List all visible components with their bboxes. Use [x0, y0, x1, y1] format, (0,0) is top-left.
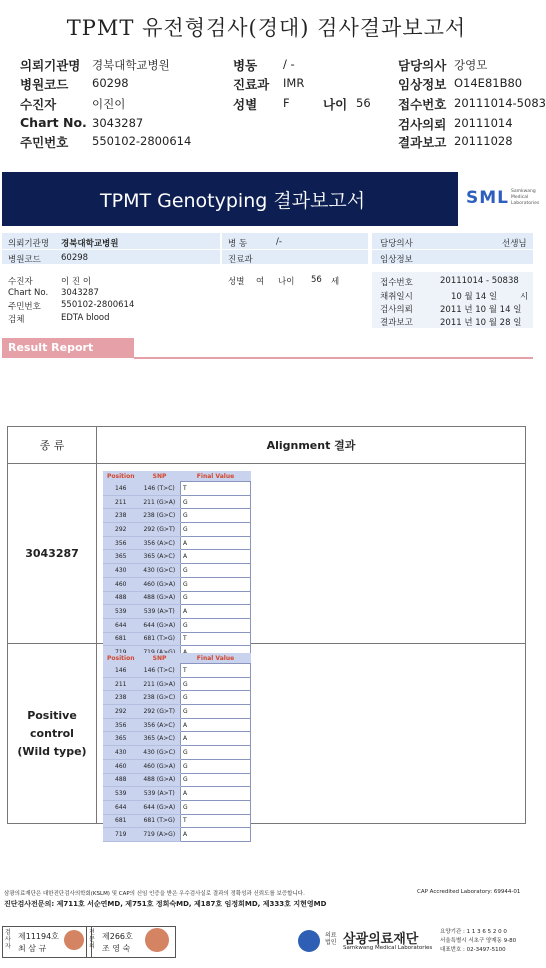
- snp-cell: G: [181, 564, 251, 578]
- r-institution-value: 경북대학교병원: [61, 239, 119, 249]
- table-row: [103, 564, 251, 578]
- r-specimen-value: EDTA blood: [61, 313, 110, 323]
- snp-cell: 719: [103, 828, 139, 842]
- page-title: TPMT 유전형검사(경대) 검사결과보고서: [66, 16, 467, 40]
- snp-cell: T: [181, 664, 251, 678]
- rrn-label: 주민번호: [20, 135, 69, 150]
- table-row: [103, 759, 251, 773]
- snp-cell: G: [181, 746, 251, 760]
- snp-cell: 356 (A>C): [139, 718, 181, 732]
- control-snp-table: [103, 653, 251, 842]
- seal1-name: 최 삼 규: [18, 944, 47, 953]
- table-row: [103, 814, 251, 828]
- snp-cell: 460 (G>A): [139, 577, 181, 591]
- table-row: [103, 536, 251, 550]
- snp-cell: 488: [103, 591, 139, 605]
- r-ward-value: /-: [276, 237, 282, 247]
- snp-cell: 681 (T>G): [139, 814, 181, 828]
- r-collect-value: 10 월 14 일: [451, 292, 498, 302]
- snp-cell: A: [181, 787, 251, 801]
- table-row: [103, 632, 251, 646]
- snp-cell: G: [181, 509, 251, 523]
- snp-cell: 488: [103, 773, 139, 787]
- snp-cell: A: [181, 732, 251, 746]
- r-chart-value: 3043287: [61, 288, 99, 298]
- patient-value: 이진이: [92, 97, 126, 111]
- control-label: Positive control (Wild type): [8, 644, 97, 824]
- request-value: 20111014: [454, 116, 513, 130]
- results-table: [7, 426, 526, 824]
- org-name: 삼광의료재단: [343, 932, 419, 947]
- table-row: [103, 523, 251, 537]
- r-receipt-value: 20111014 - 50838: [440, 276, 519, 286]
- clinical-label: 임상정보: [398, 77, 447, 92]
- r-request-label: 검사의뢰: [380, 305, 413, 315]
- snp-cell: 488 (G>A): [139, 773, 181, 787]
- r-receipt-label: 접수번호: [380, 278, 413, 288]
- snp-cell: 460 (G>A): [139, 759, 181, 773]
- snp-cell: 292: [103, 705, 139, 719]
- snp-cell: 211 (G>A): [139, 677, 181, 691]
- table-row: [103, 482, 251, 496]
- r-report-value: 2011 년 10 월 28 일: [440, 318, 522, 328]
- table-row: [103, 495, 251, 509]
- seal1-no: 제11194호: [18, 932, 59, 941]
- snp-cell: 211 (G>A): [139, 495, 181, 509]
- r-clinical-label: 임상정보: [380, 255, 413, 265]
- snp-cell: G: [181, 705, 251, 719]
- table-row: [103, 618, 251, 632]
- snp-cell: 460: [103, 577, 139, 591]
- snp-cell: 644: [103, 800, 139, 814]
- snp-cell: 238 (G>C): [139, 691, 181, 705]
- sample-label: 3043287: [8, 464, 97, 644]
- snp-cell: 644 (G>A): [139, 618, 181, 632]
- snp-cell: 356: [103, 536, 139, 550]
- snp-cell: 365 (A>C): [139, 550, 181, 564]
- org-code: 요양기관 : 1 1 3 6 5 2 0 0: [440, 929, 507, 935]
- receipt-value: 20111014-5083: [454, 96, 546, 110]
- sample-snp-table: [103, 471, 251, 660]
- age-value: 56: [356, 96, 371, 110]
- clinical-value: O14E81B80: [454, 76, 523, 90]
- institution-value: 경북대학교병원: [92, 58, 170, 72]
- r-dept-label: 진료과: [228, 255, 253, 265]
- seal1-stamp-icon: [64, 930, 84, 950]
- snp-header-row: [103, 471, 251, 482]
- r-ward-label: 병 동: [228, 239, 248, 249]
- snp-cell: G: [181, 691, 251, 705]
- snp-cell: G: [181, 677, 251, 691]
- snp-header-cell: Position: [107, 472, 135, 480]
- snp-cell: 238 (G>C): [139, 509, 181, 523]
- dept-value: IMR: [283, 76, 305, 90]
- r-age-label: 나이: [278, 277, 295, 287]
- snp-cell: 365 (A>C): [139, 732, 181, 746]
- patient-label: 수진자: [20, 97, 57, 112]
- snp-cell: 539: [103, 605, 139, 619]
- specialists-line: 진단검사전문의: 제711호 서순연MD, 제751호 정희숙MD, 제187호 임정희MD, 제333호 지현영MD: [4, 900, 327, 908]
- table-row: [103, 705, 251, 719]
- org-eng: Samkwang Medical Laboratories: [343, 945, 433, 951]
- snp-cell: G: [181, 591, 251, 605]
- sex-label: 성별: [233, 97, 258, 112]
- org-prefix: 의료법인: [325, 932, 337, 946]
- sml-logo: SML: [466, 188, 509, 208]
- snp-cell: A: [181, 605, 251, 619]
- r-age-unit: 세: [331, 277, 340, 287]
- report-value: 20111028: [454, 134, 513, 148]
- snp-cell: 292: [103, 523, 139, 537]
- dept-label: 진료과: [233, 77, 270, 92]
- col-type-header: 종 류: [8, 427, 97, 464]
- snp-cell: 365: [103, 732, 139, 746]
- snp-cell: 460: [103, 759, 139, 773]
- table-row: [103, 746, 251, 760]
- result-report-tab: Result Report: [2, 338, 134, 358]
- snp-header-row: [103, 653, 251, 664]
- banner-title: TPMT Genotyping 결과보고서: [100, 190, 366, 212]
- table-row: [103, 577, 251, 591]
- snp-cell: 539: [103, 787, 139, 801]
- snp-cell: 146: [103, 482, 139, 496]
- doctor-label: 담당의사: [398, 58, 447, 73]
- col-alignment-header: Alignment 결과: [97, 427, 526, 464]
- r-specimen-label: 검체: [8, 315, 25, 325]
- snp-cell: 146: [103, 664, 139, 678]
- table-row: [103, 773, 251, 787]
- snp-cell: 539 (A>T): [139, 787, 181, 801]
- table-row: [103, 718, 251, 732]
- snp-cell: G: [181, 577, 251, 591]
- snp-cell: 430: [103, 564, 139, 578]
- report-label: 결과보고: [398, 135, 447, 150]
- snp-cell: 238: [103, 509, 139, 523]
- seal2-no: 제266호: [102, 932, 133, 941]
- snp-header-cell: Final Value: [196, 654, 235, 662]
- snp-cell: T: [181, 632, 251, 646]
- chart-label: Chart No.: [20, 115, 87, 130]
- snp-cell: 238: [103, 691, 139, 705]
- snp-cell: G: [181, 618, 251, 632]
- table-row: [103, 691, 251, 705]
- cert-note: 삼광의료재단은 대한진단검사의학회(KSLM) 및 CAP의 신임 인증을 받은 우수검사실로 결과의 정확성과 신뢰도를 보증합니다.: [4, 891, 305, 897]
- hospital-code-value: 60298: [92, 76, 129, 90]
- snp-cell: 681 (T>G): [139, 632, 181, 646]
- snp-cell: 292 (G>T): [139, 705, 181, 719]
- snp-cell: 146 (T>C): [139, 482, 181, 496]
- snp-header-cell: Final Value: [196, 472, 235, 480]
- institution-label: 의뢰기관명: [20, 58, 81, 73]
- snp-cell: 539 (A>T): [139, 605, 181, 619]
- table-row: [103, 550, 251, 564]
- snp-cell: 365: [103, 550, 139, 564]
- doctor-value: 강영모: [454, 58, 488, 72]
- org-logo-icon: [298, 930, 320, 952]
- snp-cell: 292 (G>T): [139, 523, 181, 537]
- table-row: [103, 787, 251, 801]
- snp-cell: G: [181, 800, 251, 814]
- sex-value: F: [283, 96, 290, 110]
- snp-cell: 644: [103, 618, 139, 632]
- sml-logo-sub: Samkwang Medical Laboratories: [511, 189, 540, 206]
- r-code-label: 병원코드: [8, 255, 41, 265]
- snp-cell: G: [181, 773, 251, 787]
- r-collect-label: 채취일시: [380, 292, 413, 302]
- table-row: [103, 591, 251, 605]
- snp-cell: A: [181, 550, 251, 564]
- ward-label: 병동: [233, 58, 258, 73]
- r-sex-label: 성별: [228, 277, 245, 287]
- table-row: [103, 664, 251, 678]
- snp-header-cell: SNP: [152, 654, 167, 662]
- table-row: [103, 677, 251, 691]
- snp-cell: 681: [103, 814, 139, 828]
- r-patient-label: 수진자: [8, 277, 33, 287]
- org-tel: 대표번호 : 02-3497-5100: [440, 947, 506, 953]
- age-label: 나이: [323, 97, 348, 112]
- snp-cell: A: [181, 536, 251, 550]
- snp-cell: G: [181, 523, 251, 537]
- snp-cell: 719 (A>G): [139, 828, 181, 842]
- seal2-name: 조 영 숙: [102, 944, 131, 953]
- seal2-stamp-icon: [145, 928, 169, 952]
- snp-cell: 211: [103, 495, 139, 509]
- table-row: [103, 828, 251, 842]
- chart-value: 3043287: [92, 116, 144, 130]
- r-rrn-value: 550102-2800614: [61, 300, 135, 310]
- snp-cell: 356 (A>C): [139, 536, 181, 550]
- receipt-label: 접수번호: [398, 97, 447, 112]
- org-addr: 서울특별시 서초구 양재동 9-80: [440, 938, 517, 944]
- table-row: [103, 800, 251, 814]
- seal1-label: 검사자: [5, 929, 11, 950]
- hospital-code-label: 병원코드: [20, 77, 69, 92]
- snp-cell: 644 (G>A): [139, 800, 181, 814]
- r-collect-hour: 시: [520, 292, 529, 302]
- rrn-value: 550102-2800614: [92, 134, 192, 148]
- r-rrn-label: 주민번호: [8, 302, 41, 312]
- ward-value: / -: [283, 57, 295, 71]
- table-row: [103, 509, 251, 523]
- r-institution-label: 의뢰기관명: [8, 239, 50, 249]
- snp-header-cell: SNP: [152, 472, 167, 480]
- snp-cell: 356: [103, 718, 139, 732]
- table-row: [103, 732, 251, 746]
- snp-cell: 430 (G>C): [139, 746, 181, 760]
- snp-cell: 430: [103, 746, 139, 760]
- snp-cell: A: [181, 828, 251, 842]
- cap-number: CAP Accredited Laboratory: 69944-01: [417, 889, 521, 895]
- r-report-label: 결과보고: [380, 318, 413, 328]
- snp-cell: T: [181, 814, 251, 828]
- r-code-value: 60298: [61, 253, 89, 263]
- r-doctor-label: 담당의사: [380, 239, 413, 249]
- snp-cell: G: [181, 495, 251, 509]
- r-sex-value: 여: [256, 277, 265, 287]
- snp-cell: T: [181, 482, 251, 496]
- r-patient-value: 이 진 이: [61, 277, 92, 287]
- table-row: [103, 605, 251, 619]
- snp-header-cell: Position: [107, 654, 135, 662]
- r-request-value: 2011 년 10 월 14 일: [440, 305, 522, 315]
- snp-cell: A: [181, 718, 251, 732]
- snp-cell: 430 (G>C): [139, 564, 181, 578]
- snp-cell: 488 (G>A): [139, 591, 181, 605]
- result-report-line: [134, 357, 533, 359]
- r-doctor-suffix: 선생님: [502, 239, 527, 249]
- seal2-label: 전문의: [89, 929, 95, 950]
- snp-cell: G: [181, 759, 251, 773]
- r-chart-label: Chart No.: [8, 288, 49, 298]
- snp-cell: 681: [103, 632, 139, 646]
- request-label: 검사의뢰: [398, 117, 447, 132]
- r-age-value: 56: [311, 275, 322, 285]
- snp-cell: 211: [103, 677, 139, 691]
- snp-cell: 146 (T>C): [139, 664, 181, 678]
